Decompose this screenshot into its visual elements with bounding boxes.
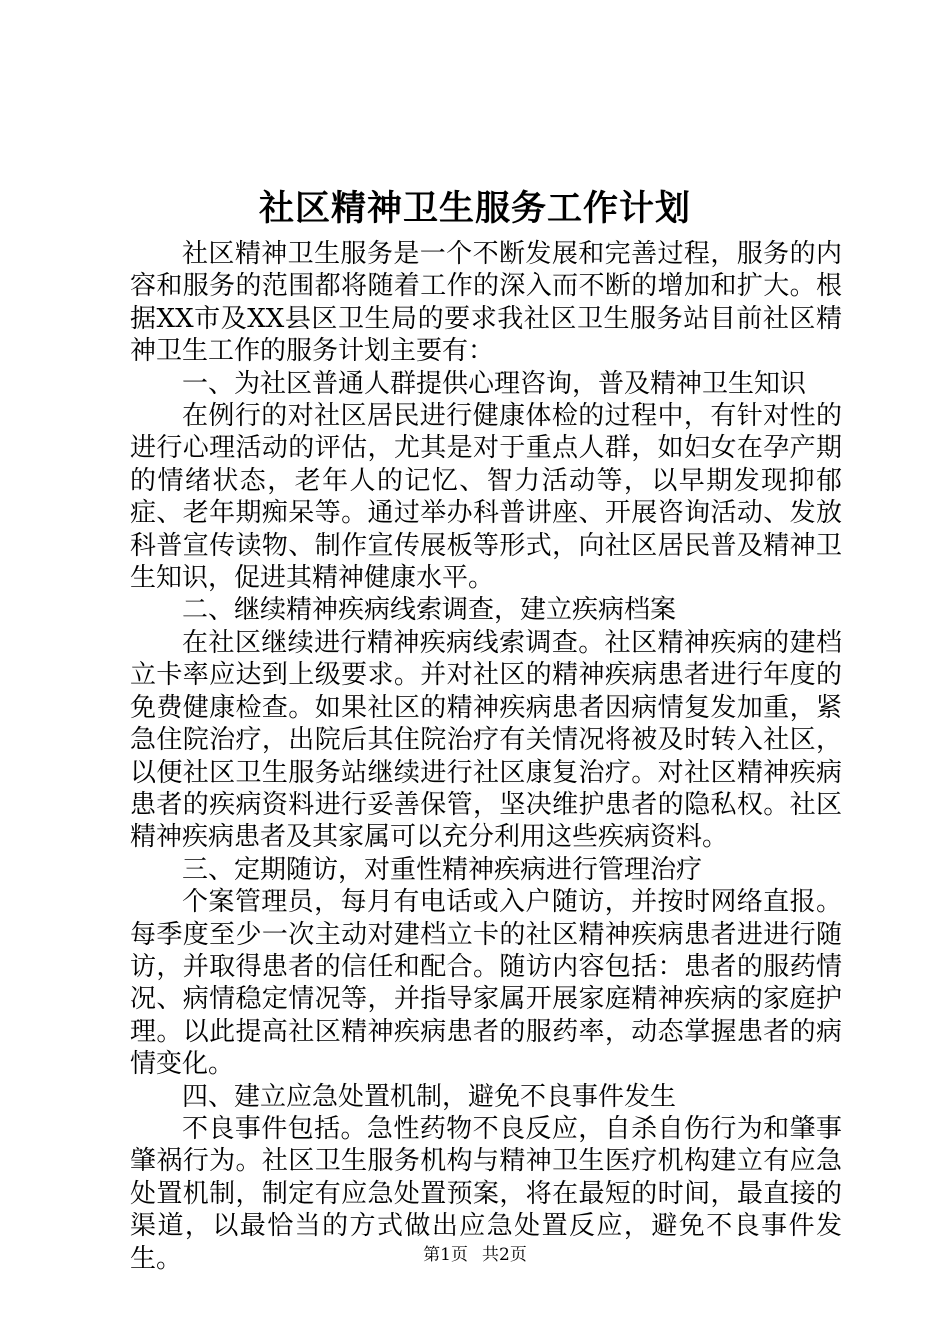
paragraph-section-2: 在社区继续进行精神疾病线索调查。社区精神疾病的建档立卡率应达到上级要求。并对社区的精神疾病患者进行年度的免费健康检查。如果社区的精神疾病患者因病情复发加重，紧急住院治疗，出院后其住院治疗有关情况将被及时转入社区，以便社区卫生服务站继续进行社区康复治疗。对社区精神疾病患者的疾病资料进行妥善保管，坚决维护患者的隐私权。社区精神疾病患者及其家属可以充分利用这些疾病资料。 [130,627,842,853]
paragraph-intro: 社区精神卫生服务是一个不断发展和完善过程，服务的内容和服务的范围都将随着工作的深入而不断的增加和扩大。根据XX市及XX县区卫生局的要求我社区卫生服务站目前社区精神卫生工作的服务计划主要有： [130,239,842,367]
section-heading-4: 四、建立应急处置机制，避免不良事件发生 [182,1081,677,1112]
document-body [130,238,842,1275]
section-heading-3: 三、定期随访，对重性精神疾病进行管理治疗 [182,854,703,885]
paragraph-section-4: 不良事件包括。急性药物不良反应，自杀自伤行为和肇事肇祸行为。社区卫生服务机构与精神卫生医疗机构建立有应急处置机制，制定有应急处置预案，将在最短的时间，最直接的渠道，以最恰当的方式做出应急处置反应，避免不良事件发生。 [130,1113,842,1274]
paragraph-section-1: 在例行的对社区居民进行健康体检的过程中，有针对性的进行心理活动的评估，尤其是对于重点人群，如妇女在孕产期的情绪状态，老年人的记忆、智力活动等，以早期发现抑郁症、老年期痴呆等。通过举办科普讲座、开展咨询活动、发放科普宣传读物、制作宣传展板等形式，向社区居民普及精神卫生知识，促进其精神健康水平。 [130,401,842,594]
page-total: 共2页 [482,1245,527,1265]
page-footer [0,1244,950,1266]
section-heading-2: 二、继续精神疾病线索调查，建立疾病档案 [182,595,677,626]
page-title: 社区精神卫生服务工作计划 [258,188,691,229]
section-heading-1: 一、为社区普通人群提供心理咨询，普及精神卫生知识 [182,368,807,399]
paragraph-section-3: 个案管理员，每月有电话或入户随访，并按时网络直报。每季度至少一次主动对建档立卡的社区精神疾病患者进进行随访，并取得患者的信任和配合。随访内容包括：患者的服药情况、病情稳定情况等，并指导家属开展家庭精神疾病的家庭护理。以此提高社区精神疾病患者的服药率，动态掌握患者的病情变化。 [130,887,842,1080]
page-number: 第1页 [423,1245,468,1265]
